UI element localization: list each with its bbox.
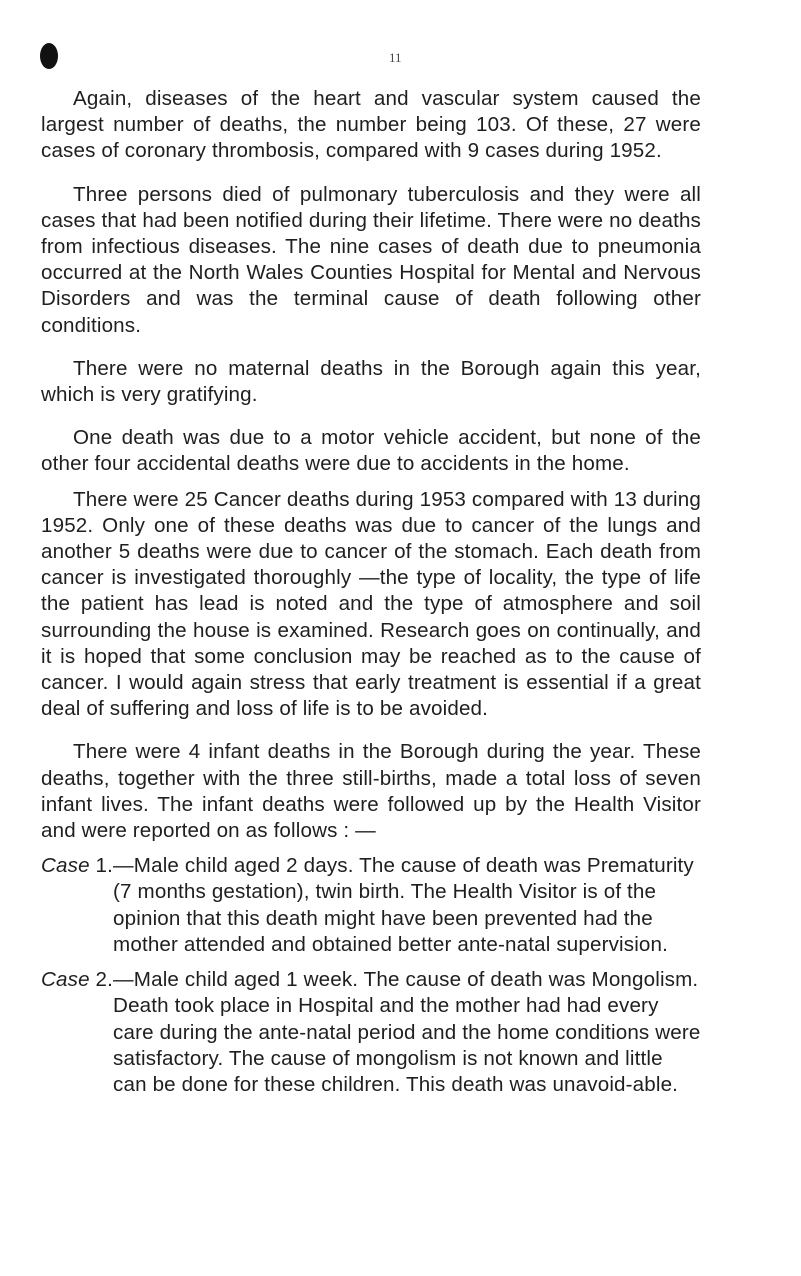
case-2-label: Case 2. [41, 968, 114, 992]
body-text [41, 86, 701, 1107]
page-number: 11 [389, 50, 402, 65]
case-1-label: Case 1. [41, 854, 114, 878]
paragraph-tuberculosis: Three persons died of pulmonary tuberculosis and they were all cases that had been notified during their lifetime. There were no deaths from infectious diseases. The nine cases of death due to pneumonia occurred at the North Wales Counties Hospital for Mental and Nervous Disorders and was the terminal cause of death following other conditions. [41, 182, 701, 337]
paragraph-maternal-deaths: There were no maternal deaths in the Borough again this year, which is very gratifying. [41, 356, 701, 407]
case-2 [41, 967, 701, 1098]
case-1 [41, 853, 701, 958]
paragraph-heart-disease: Again, diseases of the heart and vascular system caused the largest number of deaths, the number being 103. Of these, 27 were cases of coronary thrombosis, compared with 9 cases during 1952. [41, 87, 701, 163]
case-1-text: —Male child aged 2 days. The cause of death was Prematurity (7 months gestation), twin birth. The Health Visitor is of the opinion that this death might have been prevented had the mother attended and obtained better ante-natal supervision. [113, 854, 694, 956]
punch-hole-mark [40, 43, 58, 69]
paragraph-cancer: There were 25 Cancer deaths during 1953 compared with 13 during 1952. Only one of these deaths was due to cancer of the lungs and another 5 deaths were due to cancer of the stomach. Each death from cancer is investigated thoroughly —the type of locality, the type of life the patient has lead is noted and the type of atmosphere and soil surrounding the house is examined. Research goes on continually, and it is hoped that some conclusion may be reached as to the cause of cancer. I would again stress that early treatment is essential if a great deal of suffering and loss of life is to be avoided. [41, 487, 701, 721]
case-2-text: —Male child aged 1 week. The cause of death was Mongolism. Death took place in Hospital and the mother had had every care during the ante-natal period and the home conditions were satisfactory. The cause of mongolism is not known and little can be done for these children. This death was unavoid-able. [113, 968, 701, 1096]
paragraph-infant-deaths: There were 4 infant deaths in the Borough during the year. These deaths, together with the three still-births, made a total loss of seven infant lives. The infant deaths were followed up by the Health Visitor and were reported on as follows : — [41, 740, 701, 843]
paragraph-accidents: One death was due to a motor vehicle accident, but none of the other four accidental deaths were due to accidents in the home. [41, 426, 701, 476]
